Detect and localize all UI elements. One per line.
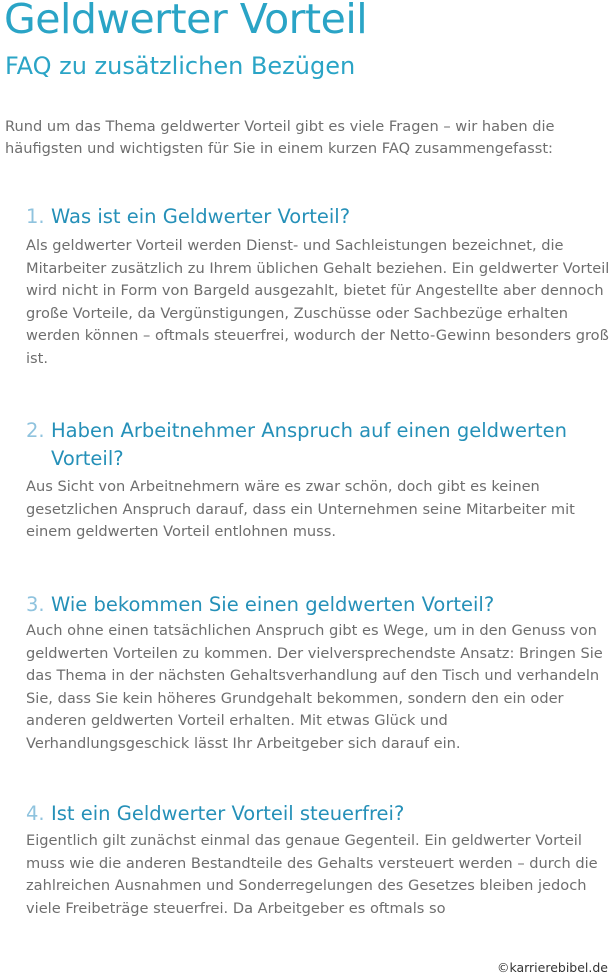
faq-question-text-3: Wie bekommen Sie einen geldwerten Vorteil? bbox=[51, 593, 495, 616]
faq-question-3 bbox=[26, 591, 606, 619]
page-title: Geldwerter Vorteil bbox=[4, 0, 368, 43]
faq-question-text-1: Was ist ein Geldwerter Vorteil? bbox=[51, 205, 351, 228]
faq-answer-3: Auch ohne einen tatsächlichen Anspruch gibt es Wege, um in den Genuss von geldwerten Vorteilen zu kommen. Der vielversprechendste Ansatz: Bringen Sie das Thema in der nächsten Gehaltsverhandlung auf den Tisch und verhandeln Sie, dass Sie kein höheres Grundgehalt bekommen, sondern den ein oder anderen geldwerten Vorteil erhalten. Mit etwas Glück und Verhandlungsgeschick lässt Ihr Arbeitgeber sich darauf ein. bbox=[26, 622, 603, 752]
page-subtitle: FAQ zu zusätzlichen Bezügen bbox=[5, 52, 356, 80]
faq-answer-4: Eigentlich gilt zunächst einmal das genaue Gegenteil. Ein geldwerter Vorteil muss wie die anderen Bestandteile des Gehalts versteuert werden – durch die zahlreichen Ausnahmen und Sonderregelungen des Gesetzes bleiben jedoch viele Freibeträge steuerfrei. Da Arbeitgeber es oftmals so bbox=[26, 832, 598, 917]
faq-answer-2: Aus Sicht von Arbeitnehmern wäre es zwar schön, doch gibt es keinen gesetzlichen Anspruch darauf, dass ein Unternehmen seine Mitarbeiter mit einem geldwerten Vorteil entlohnen muss. bbox=[26, 478, 575, 540]
faq-answer-1: Als geldwerter Vorteil werden Dienst- und Sachleistungen bezeichnet, die Mitarbeiter zusätzlich zu Ihrem üblichen Gehalt beziehen. Ein geldwerter Vorteil wird nicht in Form von Bargeld ausgezahlt, bietet für Angestellte aber dennoch große Vorteile, da Vergünstigungen, Zuschüsse oder Sachbezüge erhalten werden können – oftmals steuerfrei, wodurch der Netto-Gewinn besonders groß ist. bbox=[26, 237, 610, 367]
faq-number-4: 4. bbox=[26, 802, 45, 825]
faq-question-4 bbox=[26, 800, 606, 828]
intro-text: Rund um das Thema geldwerter Vorteil gibt es viele Fragen – wir haben die häufigsten und wichtigsten für Sie in einem kurzen FAQ zusammengefasst: bbox=[5, 118, 555, 157]
faq-question-2 bbox=[26, 417, 606, 473]
faq-number-1: 1. bbox=[26, 205, 45, 228]
faq-number-3: 3. bbox=[26, 593, 45, 616]
faq-question-1 bbox=[26, 203, 606, 231]
faq-question-text-2: Haben Arbeitnehmer Anspruch auf einen geldwerten Vorteil? bbox=[51, 419, 567, 470]
faq-number-2: 2. bbox=[26, 419, 45, 442]
faq-question-text-4: Ist ein Geldwerter Vorteil steuerfrei? bbox=[51, 802, 405, 825]
copyright-text: ©karrierebibel.de bbox=[496, 960, 608, 975]
